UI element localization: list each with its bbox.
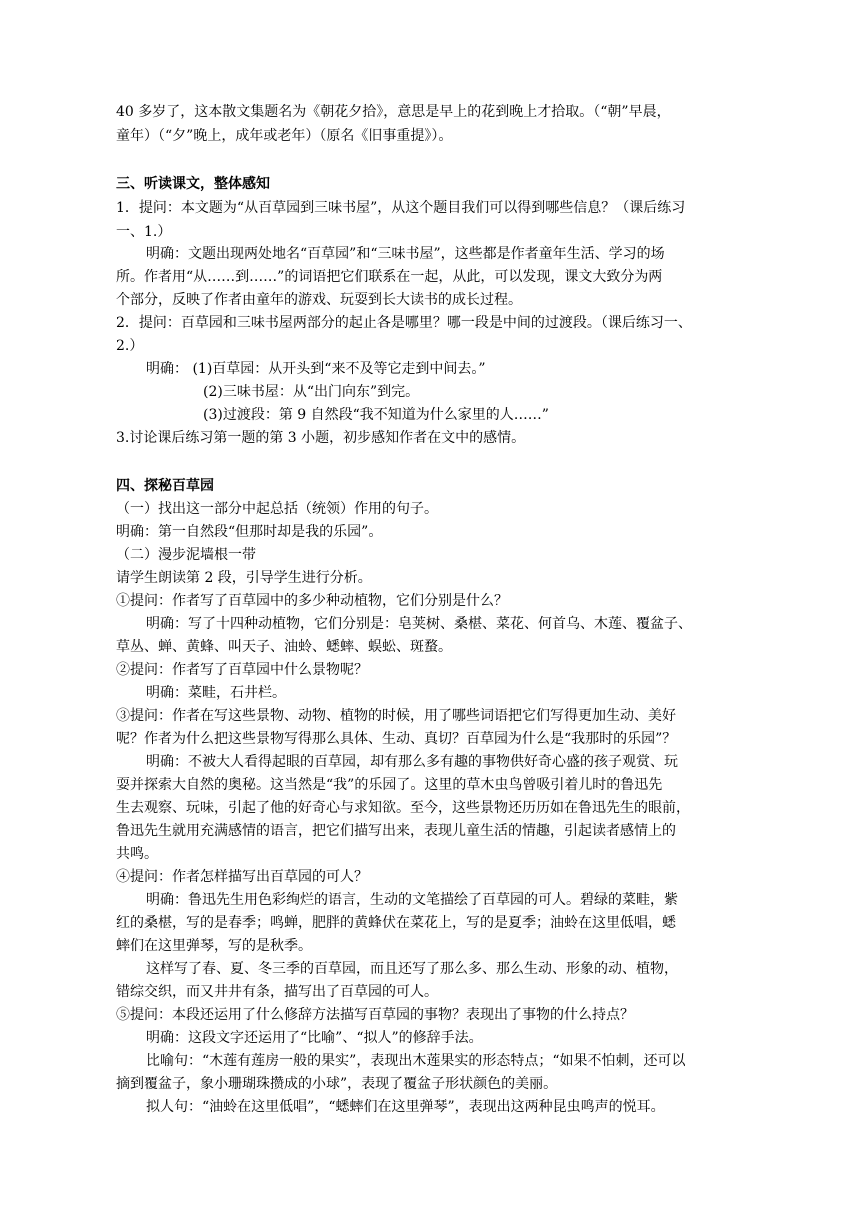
text-line: 明确： (1)百草园：从开头到“来不及等它走到中间去。” — [146, 361, 486, 377]
text-line: 个部分，反映了作者由童年的游戏、玩耍到长大读书的成长过程。 — [116, 292, 522, 308]
text-line: 蟀们在这里弹琴，写的是秋季。 — [116, 938, 312, 954]
text-line: ③提问：作者在写这些景物、动物、植物的时候，用了哪些词语把它们写得更加生动、美好 — [116, 708, 676, 724]
text-line: 明确：写了十四种动植物，它们分别是：皂荚树、桑椹、菜花、何首乌、木莲、覆盆子、 — [146, 616, 692, 632]
text-line: 红的桑椹，写的是春季；鸣蝉，肥胖的黄蜂伏在菜花上，写的是夏季；油蛉在这里低唱，蟋 — [116, 915, 676, 931]
text-line: 比喻句：“木莲有莲房一般的果实”，表现出木莲果实的形态特点；“如果不怕刺，还可以 — [146, 1053, 686, 1069]
text-line: 明确：这段文字还运用了“比喻”、“拟人”的修辞手法。 — [146, 1030, 483, 1046]
text-line: ②提问：作者写了百草园中什么景物呢？ — [116, 662, 368, 678]
text-line: 1．提问：本文题为“从百草园到三味书屋”，从这个题目我们可以得到哪些信息？（课后练习 — [116, 200, 686, 216]
text-line: 明确：鲁迅先生用色彩绚烂的语言，生动的文笔描绘了百草园的可人。碧绿的菜畦，紫 — [146, 892, 678, 908]
text-line: 生去观察、玩味，引起了他的好奇心与求知欲。至今，这些景物还历历如在鲁迅先生的眼前， — [116, 800, 690, 816]
text-line: 2.） — [116, 338, 144, 354]
text-line: 2．提问：百草园和三味书屋两部分的起止各是哪里？哪一段是中间的过渡段。（课后练习一、 — [116, 315, 692, 331]
text-line: ①提问：作者写了百草园中的多少种动植物，它们分别是什么？ — [116, 593, 508, 609]
text-line: 鲁迅先生就用充满感情的语言，把它们描写出来，表现儿童生活的情趣，引起读者感情上的 — [116, 823, 676, 839]
text-line: 错综交织，而又井井有条，描写出了百草园的可人。 — [116, 984, 438, 1000]
text-line: 耍并探索大自然的奥秘。这当然是“我”的乐园了。这里的草木虫鸟曾吸引着儿时的鲁迅先 — [116, 777, 663, 793]
text-line: 明确：菜畦，石井栏。 — [146, 685, 286, 701]
text-line: 3.讨论课后练习第一题的第 3 小题，初步感知作者在文中的感情。 — [116, 430, 526, 446]
text-line: （二）漫步泥墙根一带 — [116, 547, 256, 563]
text-line: 呢？作者为什么把这些景物写得那么具体、生动、真切？百草园为什么是“我那时的乐园”？ — [116, 731, 677, 747]
text-line: 一、1.） — [116, 224, 172, 240]
text-line: 请学生朗读第 2 段，引导学生进行分析。 — [116, 570, 372, 586]
text-line: 明确：第一自然段“但那时却是我的乐园”。 — [116, 524, 383, 540]
text-line: ⑤提问：本段还运用了什么修辞方法描写百草园的事物？表现出了事物的什么持点？ — [116, 1007, 634, 1023]
text-line: 拟人句：“油蛉在这里低唱”，“蟋蟀们在这里弹琴”，表现出这两种昆虫鸣声的悦耳。 — [146, 1099, 665, 1115]
text-line: 40 多岁了，这本散文集题名为《朝花夕拾》，意思是早上的花到晚上才拾取。（“朝”早晨， — [116, 104, 671, 120]
text-line: 这样写了春、夏、冬三季的百草园，而且还写了那么多、那么生动、形象的动、植物， — [146, 961, 678, 977]
text-line: (3)过渡段：第 9 自然段“我不知道为什么家里的人……” — [203, 407, 549, 423]
section-heading: 四、探秘百草园 — [116, 478, 214, 494]
section-heading: 三、听读课文，整体感知 — [116, 176, 270, 192]
text-line: 摘到覆盆子，象小珊瑚珠攒成的小球”，表现了覆盆子形状颜色的美丽。 — [116, 1076, 558, 1092]
text-line: 明确：不被大人看得起眼的百草园，却有那么多有趣的事物供好奇心盛的孩子观赏、玩 — [146, 754, 678, 770]
text-line: (2)三味书屋：从“出门向东”到完。 — [203, 384, 420, 400]
text-line: ④提问：作者怎样描写出百草园的可人？ — [116, 869, 368, 885]
text-line: 草丛、蝉、黄蜂、叫天子、油蛉、蟋蟀、蜈蚣、斑蝥。 — [116, 639, 452, 655]
text-line: 共鸣。 — [116, 846, 158, 862]
text-line: 童年）（“夕”晚上，成年或老年）（原名《旧事重提》）。 — [116, 128, 453, 144]
text-line: 明确：文题出现两处地名“百草园”和“三味书屋”，这些都是作者童年生活、学习的场 — [146, 246, 665, 262]
text-line: 所。作者用“从……到……”的词语把它们联系在一起，从此，可以发现，课文大致分为两 — [116, 269, 663, 285]
text-line: （一）找出这一部分中起总括（统领）作用的句子。 — [116, 501, 438, 517]
